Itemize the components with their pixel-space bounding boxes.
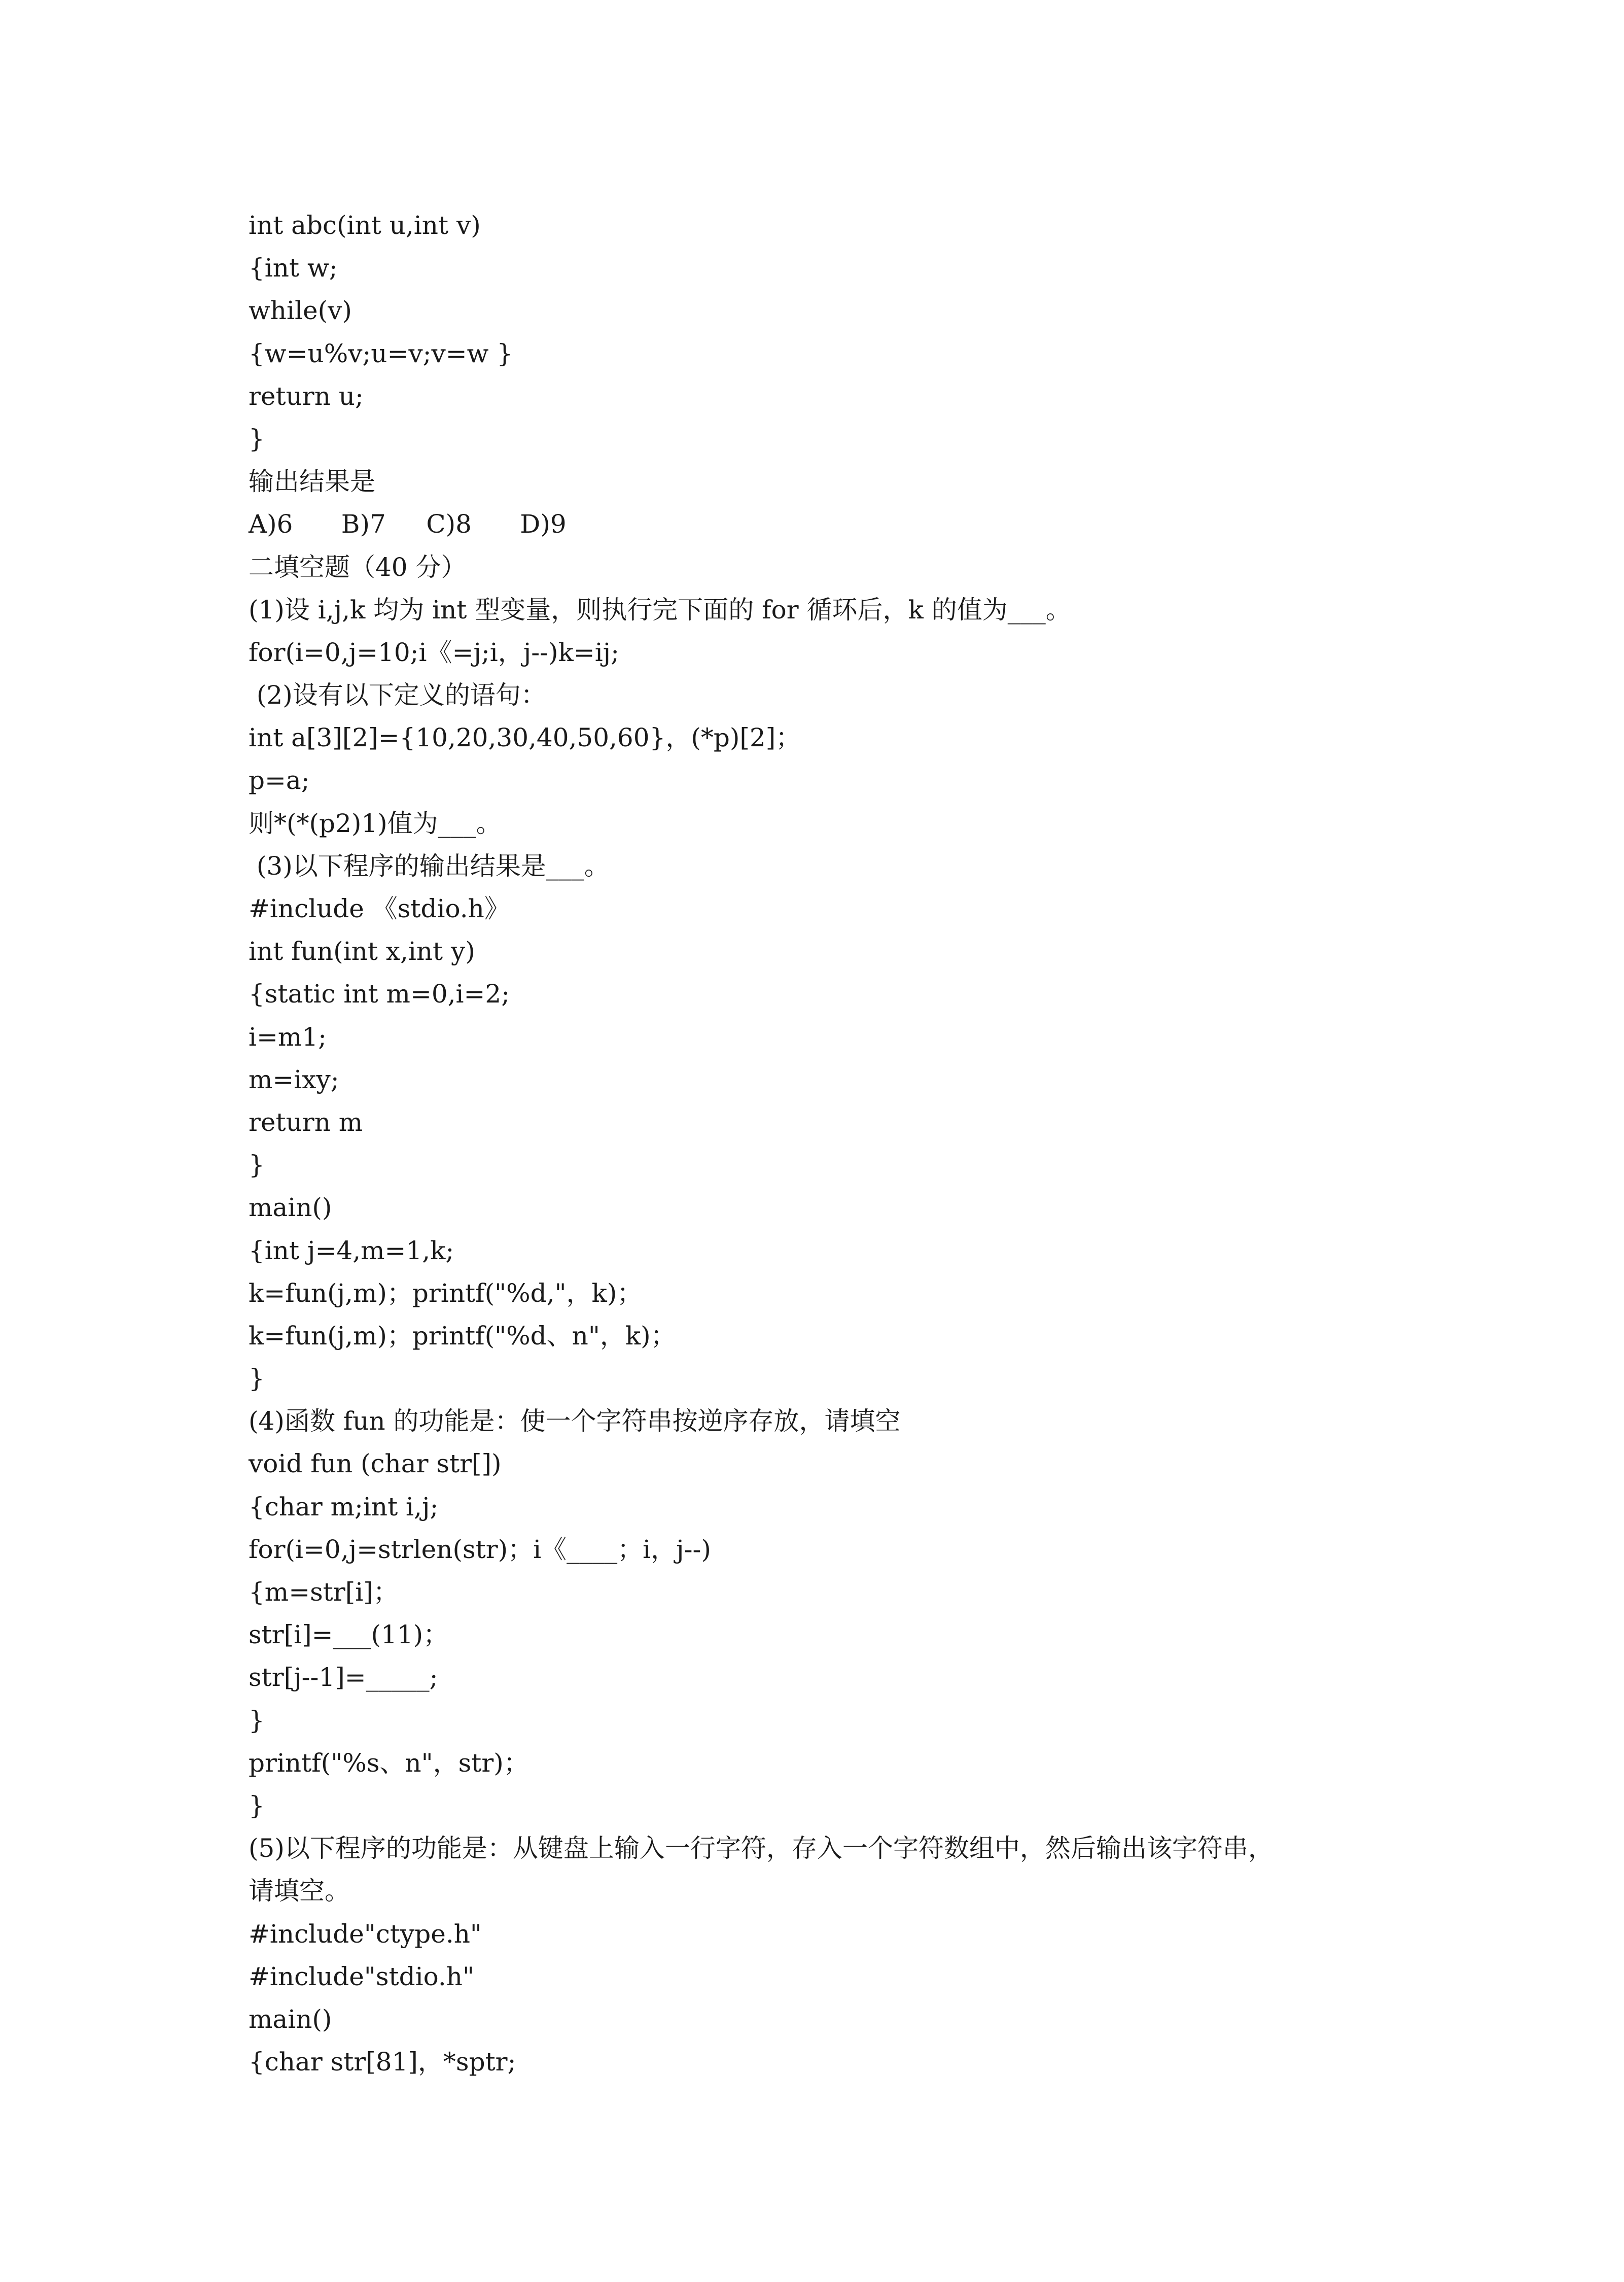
text-line: {int w; [249, 253, 338, 283]
text-line: main() [249, 1193, 332, 1223]
text-line: {m=str[i]； [249, 1577, 399, 1607]
text-line: k=fun(j,m)；printf("%d、n"，k)； [249, 1321, 676, 1351]
text-line: printf("%s、n"，str)； [249, 1748, 529, 1778]
text-line: {int j=4,m=1,k; [249, 1235, 454, 1265]
text-line: (2)设有以下定义的语句： [249, 680, 546, 710]
text-line: #include 《stdio.h》 [249, 894, 510, 923]
text-line: {char m;int i,j; [249, 1492, 439, 1522]
text-line: int fun(int x,int y) [249, 937, 475, 966]
text-line: (1)设 i,j,k 均为 int 型变量，则执行完下面的 for 循环后，k 的值为___。 [249, 595, 1071, 625]
text-line: 二填空题（40 分） [249, 552, 467, 582]
text-line: {char str[81]，*sptr; [249, 2047, 516, 2077]
text-line: {w=u%v;u=v;v=w } [249, 338, 513, 368]
text-line: main() [249, 2004, 332, 2034]
document-body [249, 204, 1415, 2083]
text-line: } [249, 1150, 265, 1180]
text-line: } [249, 1705, 265, 1735]
text-line: #include"stdio.h" [249, 1961, 474, 1991]
text-line: 则*(*(p2)1)值为___。 [249, 808, 502, 838]
text-line: k=fun(j,m)；printf("%d,"，k)； [249, 1278, 643, 1308]
text-line: str[j--1]=_____; [249, 1663, 438, 1692]
text-line: (3)以下程序的输出结果是___。 [249, 851, 610, 881]
text-line: (5)以下程序的功能是：从键盘上输入一行字符，存入一个字符数组中，然后输出该字符串， [249, 1834, 1274, 1863]
text-line: return u; [249, 381, 364, 411]
text-line: int a[3][2]={10,20,30,40,50,60}，(*p)[2]； [249, 723, 801, 753]
text-line: } [249, 1364, 265, 1394]
text-line: while(v) [249, 296, 352, 326]
text-line: {static int m=0,i=2; [249, 979, 510, 1009]
text-line: } [249, 424, 265, 454]
text-line: (4)函数 fun 的功能是：使一个字符串按逆序存放，请填空 [249, 1406, 901, 1436]
text-line: } [249, 1790, 265, 1820]
text-line: for(i=0,j=strlen(str)；i《____；i，j--) [249, 1534, 711, 1564]
text-line: int abc(int u,int v) [249, 211, 481, 240]
text-line: return m [249, 1107, 363, 1137]
text-line: void fun (char str[]) [249, 1449, 502, 1479]
text-line: 请填空。 [249, 1876, 350, 1906]
text-line: #include"ctype.h" [249, 1919, 482, 1949]
text-line: p=a; [249, 766, 310, 796]
text-line: 输出结果是 [249, 467, 375, 497]
text-line: for(i=0,j=10;i《=j;i，j--)k=ij; [249, 637, 620, 667]
text-line: str[i]=___(11)； [249, 1620, 449, 1650]
text-line: i=m1; [249, 1022, 327, 1052]
text-line: A)6 B)7 C)8 D)9 [249, 509, 567, 539]
text-line: m=ixy; [249, 1064, 339, 1094]
